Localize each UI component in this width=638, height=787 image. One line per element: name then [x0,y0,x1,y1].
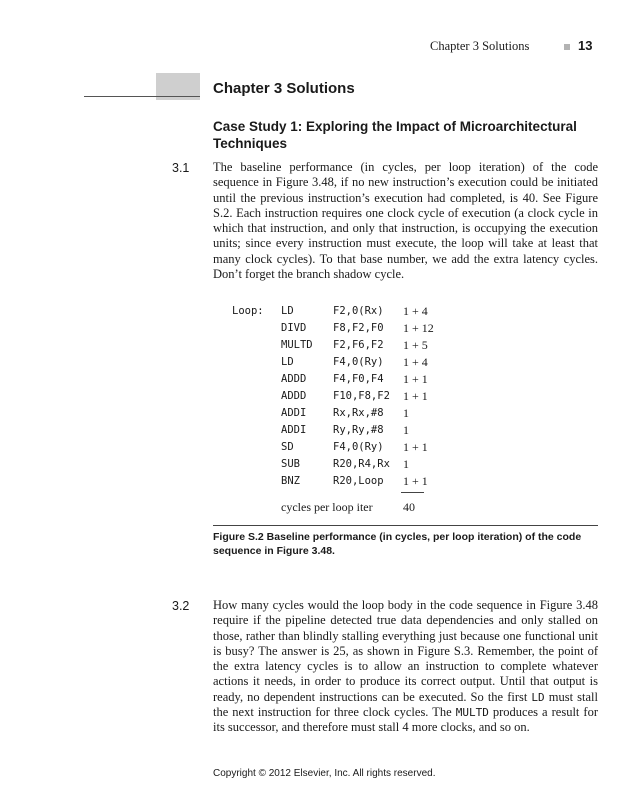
instr-args: R20,Loop [333,475,384,487]
chapter-title: Chapter 3 Solutions [213,80,355,97]
question-number-3-1: 3.1 [172,161,190,175]
instr-cycles: 1 + 1 [403,389,428,403]
q2-code-multd: MULTD [455,706,489,720]
instr-op: ADDI [281,424,307,436]
instr-cycles: 1 [403,406,409,420]
header-square-bullet [564,44,570,50]
instr-cycles: 1 + 5 [403,338,428,352]
instr-cycles: 1 + 1 [403,372,428,386]
q2-code-ld: LD [531,690,545,704]
instr-op: LD [281,356,294,368]
instr-args: F10,F8,F2 [333,390,390,402]
instr-cycles: 1 + 1 [403,440,428,454]
figure-caption: Figure S.2 Baseline performance (in cycles, per loop iteration) of the code sequence in Figure 3.48. [213,531,582,557]
question-3-1-text: The baseline performance (in cycles, per loop iteration) of the code sequence in Figure 3.48, if no new instruction’s execution could be initiated until the previous instruction’s execution had completed, is 40. See Figure S.2. Each instruction requires one clock cycle of execution (a clock cycle in which that instruction, and only that instruction, is occupying the execution units; since every instruction must execute, the loop will take at least that many clock cycles). To that base number, we add the extra latency cycles. Don’t forget the branch shadow cycle. [213,160,598,282]
instr-args: Ry,Ry,#8 [333,424,384,436]
instr-args: R20,R4,Rx [333,458,390,470]
running-header-chapter: Chapter 3 Solutions [430,39,530,53]
instr-args: Rx,Rx,#8 [333,407,384,419]
instr-cycles: 1 + 1 [403,474,428,488]
instr-op: BNZ [281,475,300,487]
q2-text-after: produces a result for its successor, and therefore must stall 4 more clocks, and so on. [213,705,598,735]
instr-op: ADDI [281,407,307,419]
question-3-2-text [213,598,598,736]
case-study-title: Case Study 1: Exploring the Impact of Microarchitectural Techniques [213,119,577,151]
instr-args: F2,0(Rx) [333,305,384,317]
instr-op: MULTD [281,339,313,351]
instr-op: ADDD [281,390,307,402]
instr-cycles: 1 + 4 [403,304,428,318]
copyright-footer: Copyright © 2012 Elsevier, Inc. All rights reserved. [213,768,436,779]
instr-op: ADDD [281,373,307,385]
instr-op: LD [281,305,294,317]
sum-rule [401,492,424,493]
page-number: 13 [578,38,593,53]
instr-args: F2,F6,F2 [333,339,384,351]
instr-args: F4,0(Ry) [333,356,384,368]
total-value: 40 [403,500,415,514]
figure-rule [213,525,598,526]
question-number-3-2: 3.2 [172,599,190,613]
total-label: cycles per loop iter [281,500,373,514]
instr-cycles: 1 [403,423,409,437]
instr-op: DIVD [281,322,307,334]
instr-cycles: 1 + 4 [403,355,428,369]
q2-text-middle: must stall the next instruction for three clock cycles. The [213,689,598,720]
instr-args: F4,0(Ry) [333,441,384,453]
instr-op: SD [281,441,294,453]
instr-op: SUB [281,458,300,470]
loop-label: Loop: [232,305,264,317]
instr-args: F4,F0,F4 [333,373,384,385]
chapter-title-rule [84,96,200,97]
instr-cycles: 1 [403,457,409,471]
q2-text-before: How many cycles would the loop body in the code sequence in Figure 3.48 require if the pipeline detected true data dependencies and only stalled on those, rather than blindly stalling everything just because one functional unit is busy? The answer is 25, as shown in Figure S.3. Remember, the point of the extra latency cycles is to allow an instruction to complete whatever actions it needs, in order to produce its correct output. Until that output is ready, no dependent instructions can be executed. So the first [213,598,598,704]
instr-cycles: 1 + 12 [403,321,434,335]
instr-args: F8,F2,F0 [333,322,384,334]
